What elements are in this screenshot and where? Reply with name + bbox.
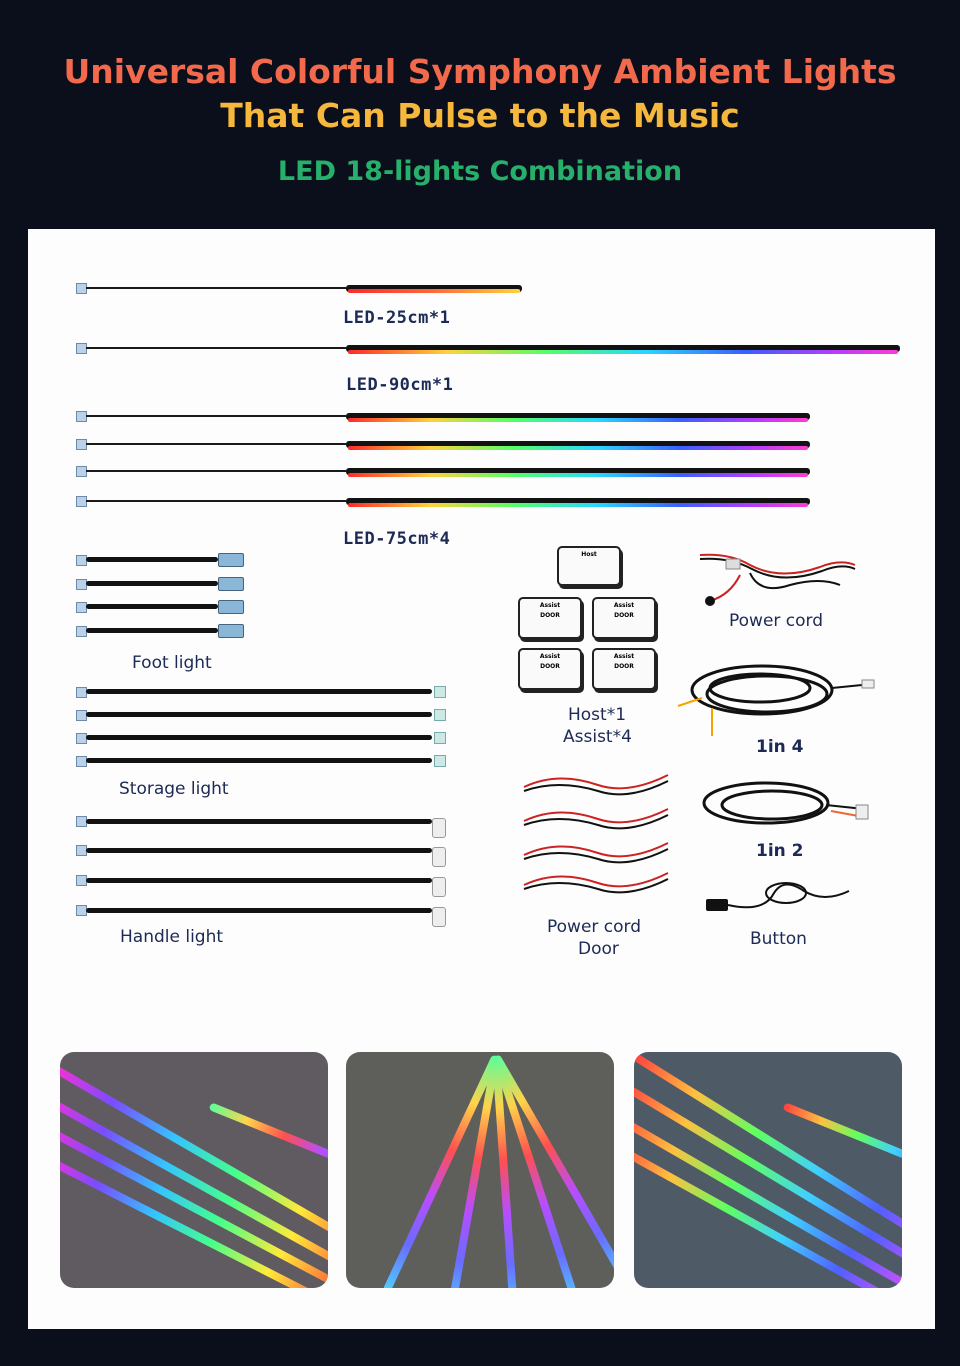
led-25-strip bbox=[348, 289, 520, 293]
led-25-label: LED-25cm*1 bbox=[343, 308, 451, 328]
led-90-label: LED-90cm*1 bbox=[346, 375, 454, 395]
foot-light-cable bbox=[86, 557, 218, 562]
assist-module bbox=[518, 597, 582, 639]
door-label: Door bbox=[578, 939, 619, 959]
assist-label: Assist*4 bbox=[563, 727, 632, 747]
one-in-two-cable-image bbox=[696, 773, 872, 833]
one-in-four-cable-image bbox=[672, 648, 882, 738]
assist-module-label: Assist bbox=[613, 653, 635, 660]
assist-module-label: Assist bbox=[539, 602, 561, 609]
led-75-strip bbox=[348, 503, 808, 507]
storage-light-cable bbox=[86, 735, 432, 740]
one-in-two-label: 1in 2 bbox=[756, 841, 804, 861]
handle-light-cable bbox=[86, 908, 432, 913]
handle-light-fitting bbox=[432, 847, 446, 867]
host-module bbox=[557, 546, 621, 586]
power-cord-door-label: Power cord bbox=[547, 917, 642, 937]
storage-light-cable bbox=[86, 758, 432, 763]
foot-light-module bbox=[218, 577, 244, 591]
assist-module-door: DOOR bbox=[540, 612, 560, 619]
title-line-2: That Can Pulse to the Music bbox=[220, 96, 740, 135]
button-cable-image bbox=[704, 873, 854, 921]
assist-module-label: Assist bbox=[539, 653, 561, 660]
handle-light-fitting bbox=[432, 818, 446, 838]
power-cord-image bbox=[690, 545, 870, 607]
foot-light-label: Foot light bbox=[132, 653, 212, 673]
assist-module bbox=[592, 597, 656, 639]
ambient-light-photo-1 bbox=[60, 1052, 328, 1288]
led-75-cable bbox=[86, 415, 346, 417]
foot-light-module bbox=[218, 600, 244, 614]
assist-module-label: Assist bbox=[613, 602, 635, 609]
host-label: Host*1 bbox=[568, 705, 627, 725]
power-cord-door-image bbox=[518, 765, 672, 915]
led-75-cable bbox=[86, 443, 346, 445]
led-90-cable bbox=[86, 347, 346, 349]
handle-light-cable bbox=[86, 819, 432, 824]
foot-light-cable bbox=[86, 628, 218, 633]
subtitle: LED 18-lights Combination bbox=[277, 156, 683, 187]
foot-light-cable bbox=[86, 604, 218, 609]
led-75-strip bbox=[348, 418, 808, 422]
led-75-cable bbox=[86, 470, 346, 472]
storage-light-label: Storage light bbox=[119, 779, 229, 799]
assist-module-door: DOOR bbox=[614, 663, 634, 670]
assist-module-door: DOOR bbox=[614, 612, 634, 619]
handle-light-label: Handle light bbox=[120, 927, 224, 947]
assist-module bbox=[592, 648, 656, 690]
led-75-cable bbox=[86, 500, 346, 502]
storage-light-tip bbox=[434, 709, 446, 721]
handle-light-fitting bbox=[432, 907, 446, 927]
foot-light-module bbox=[218, 624, 244, 638]
one-in-four-label: 1in 4 bbox=[756, 737, 804, 757]
handle-light-cable bbox=[86, 878, 432, 883]
ambient-light-photo-2 bbox=[346, 1052, 614, 1288]
storage-light-cable bbox=[86, 689, 432, 694]
assist-module-door: DOOR bbox=[540, 663, 560, 670]
led-25-cable bbox=[86, 287, 346, 289]
foot-light-module bbox=[218, 553, 244, 567]
led-75-strip bbox=[348, 446, 808, 450]
power-cord-label: Power cord bbox=[729, 611, 824, 631]
title-line-1: Universal Colorful Symphony Ambient Lights bbox=[63, 52, 897, 91]
led-75-label: LED-75cm*4 bbox=[343, 529, 451, 549]
assist-module bbox=[518, 648, 582, 690]
storage-light-tip bbox=[434, 755, 446, 767]
led-75-strip bbox=[348, 473, 808, 477]
button-label: Button bbox=[750, 929, 807, 949]
host-module-label: Host bbox=[581, 551, 597, 558]
storage-light-tip bbox=[434, 732, 446, 744]
ambient-light-photo-3 bbox=[634, 1052, 902, 1288]
led-90-strip bbox=[348, 350, 898, 354]
storage-light-cable bbox=[86, 712, 432, 717]
storage-light-tip bbox=[434, 686, 446, 698]
handle-light-cable bbox=[86, 848, 432, 853]
handle-light-fitting bbox=[432, 877, 446, 897]
foot-light-cable bbox=[86, 581, 218, 586]
